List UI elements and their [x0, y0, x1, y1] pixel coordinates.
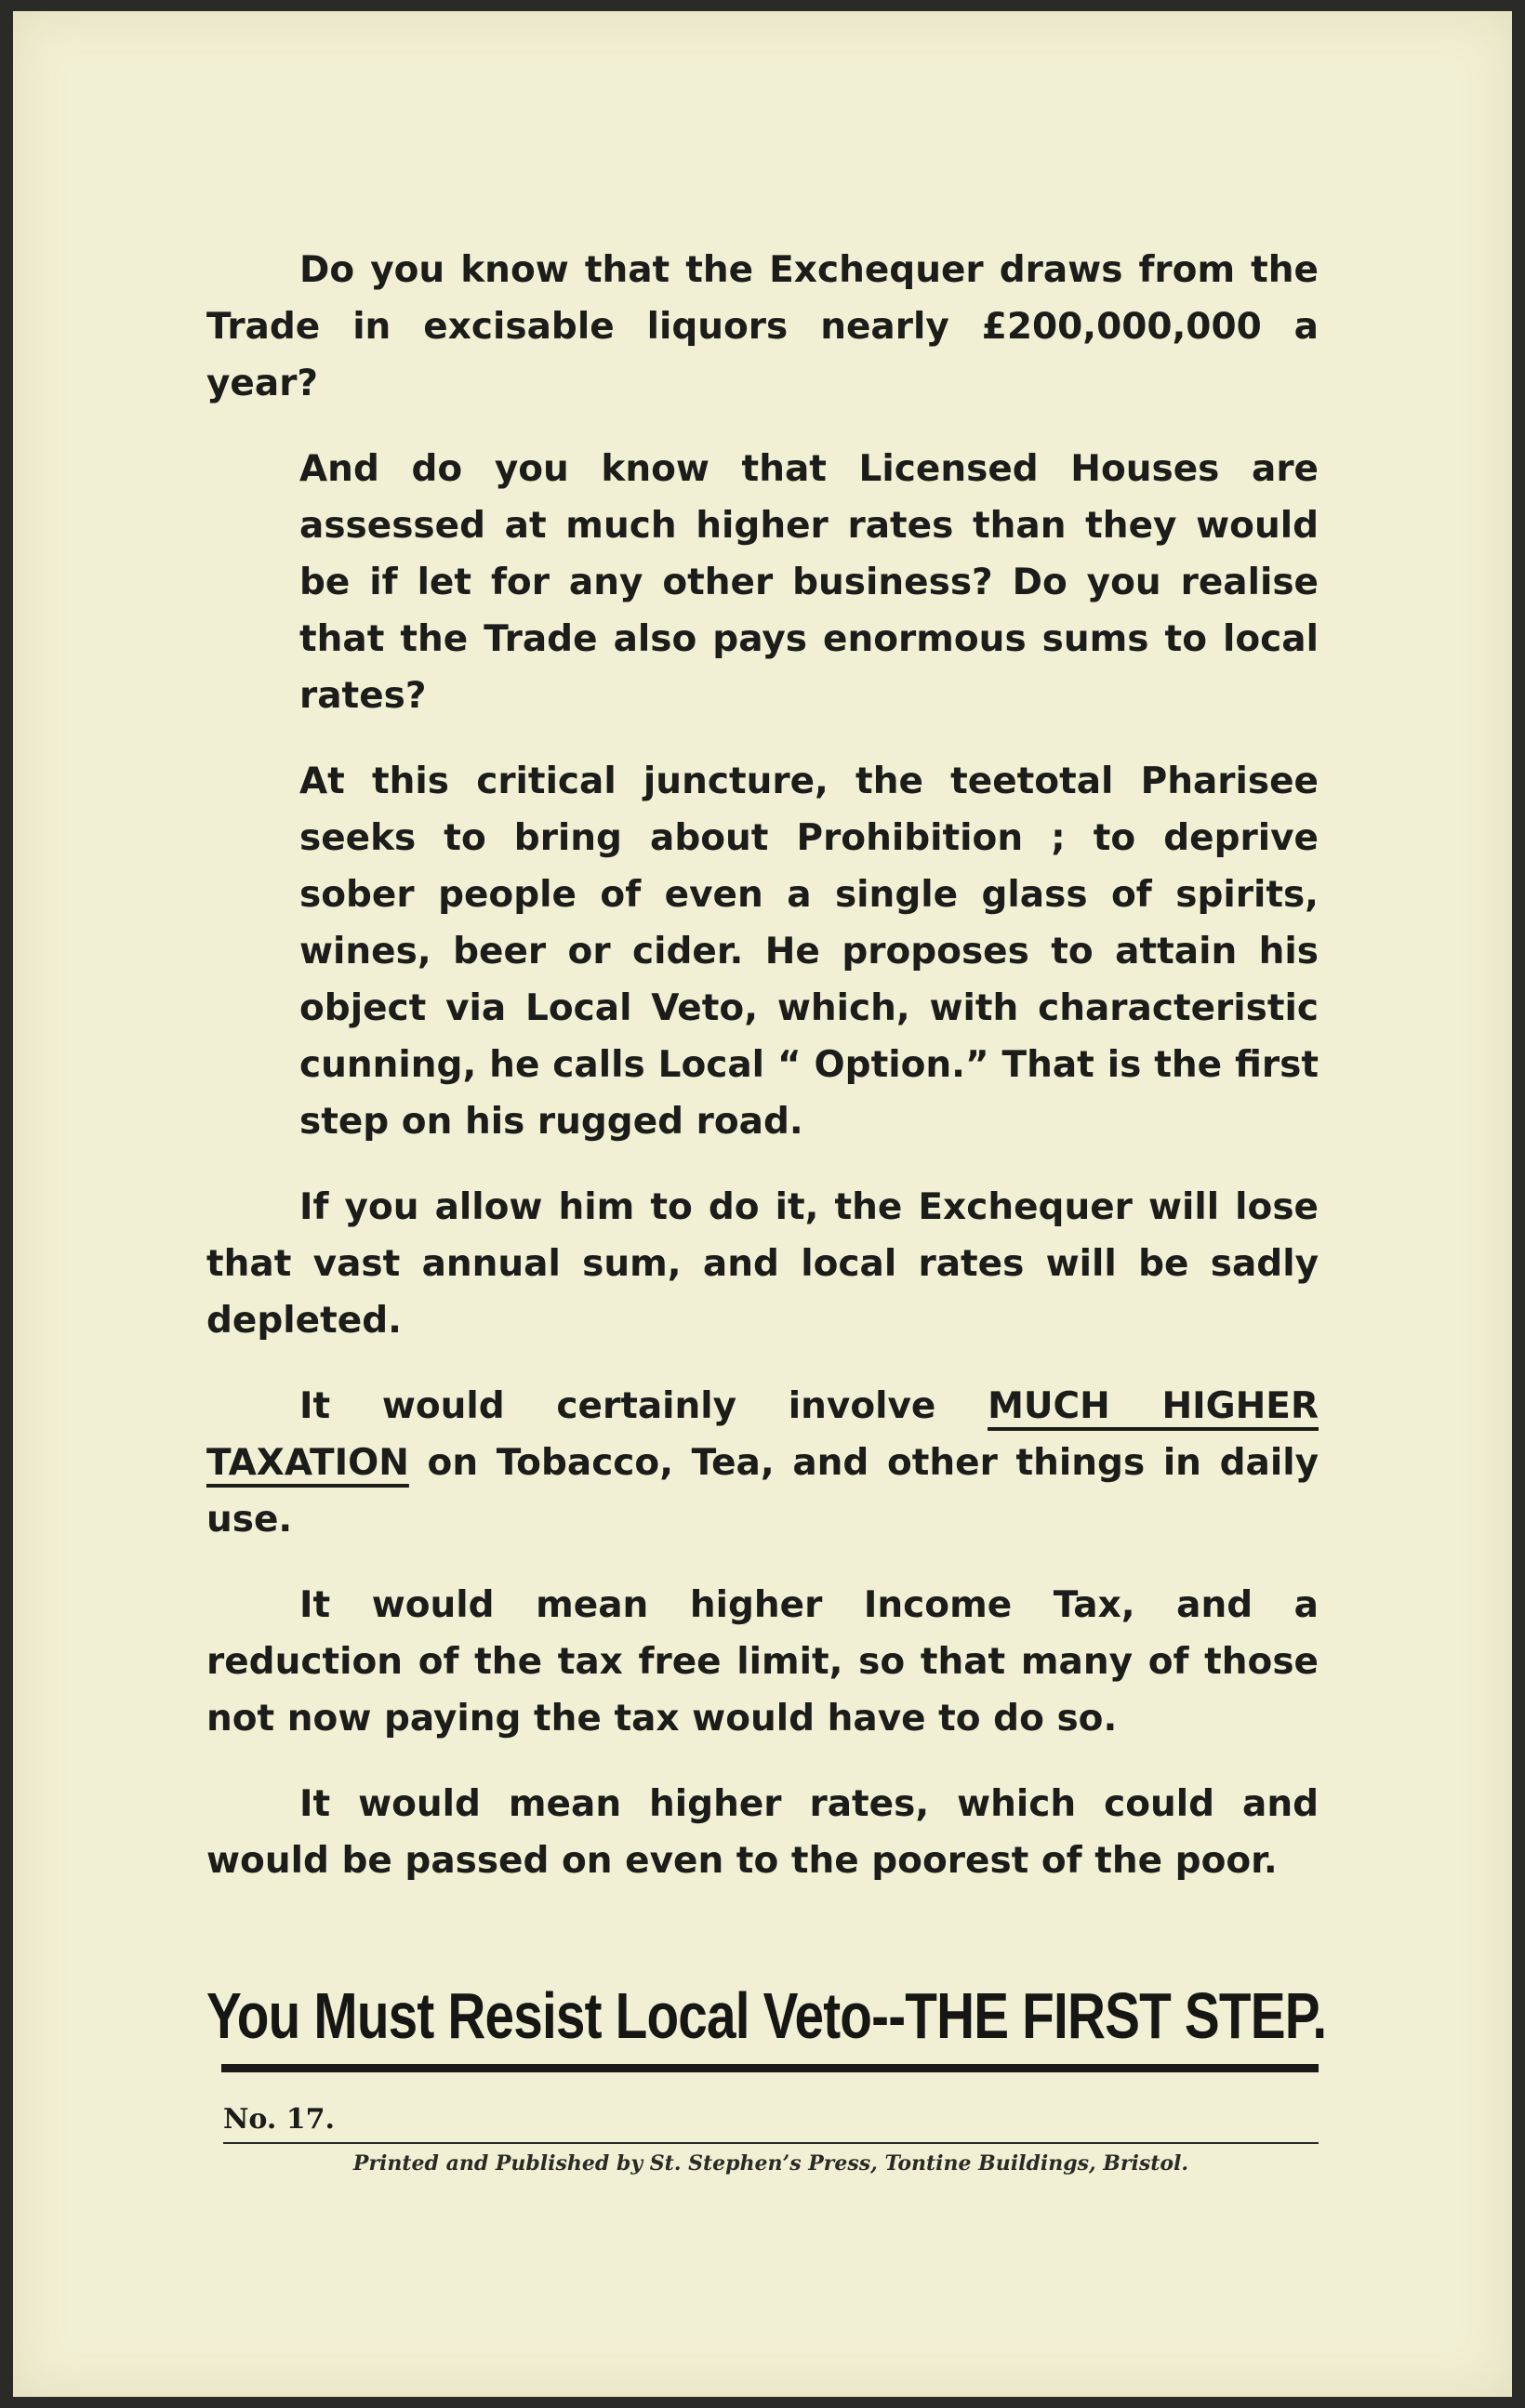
leaflet-number: No. 17.	[223, 2103, 335, 2136]
paragraph-higher-rates: It would mean higher rates, which could and would be passed on even to the poorest of the poor.	[206, 1783, 1319, 1882]
paragraph-teetotal-pharisee: At this critical juncture, the teetotal Pharisee seeks to bring about Prohibition ; to deprive sober people of even a single glass of spirits, wines, beer or cider. He proposes to attain his object via Local Veto, which, with characteristic cunning, he calls Local “ Option.” That is the first step on his rugged road.	[299, 761, 1319, 1143]
much-higher-taxation-emphasis: MUCH HIGHER TAXATION	[206, 1385, 1319, 1484]
leaflet-body	[206, 242, 1319, 1918]
printer-imprint: Printed and Published by St. Stephen’s Press, Tontine Buildings, Bristol.	[352, 2151, 1189, 2176]
footer-rule	[223, 2142, 1319, 2144]
paragraph-higher-taxation	[206, 1378, 1319, 1548]
paragraph-higher-taxation-after: on Tobacco, Tea, and other things in daily use.	[206, 1442, 1319, 1541]
slogan-heading: You Must Resist Local Veto--THE FIRST STEP.	[206, 1979, 1327, 2052]
paragraph-exchequer: Do you know that the Exchequer draws from the Trade in excisable liquors nearly £200,000,000 a year?	[206, 249, 1319, 404]
paragraph-licensed-houses: And do you know that Licensed Houses are assessed at much higher rates than they would be if let for any other business? Do you realise that the Trade also pays enormous sums to local rates?	[299, 448, 1319, 717]
paragraph-exchequer-loss: If you allow him to do it, the Exchequer will lose that vast annual sum, and local rates will be sadly depleted.	[206, 1186, 1319, 1342]
paragraph-higher-taxation-before: It would certainly involve	[299, 1385, 988, 1427]
slogan-underline-rule	[221, 2064, 1319, 2072]
paragraph-income-tax: It would mean higher Income Tax, and a reduction of the tax free limit, so that many of those not now paying the tax would have to do so.	[206, 1584, 1319, 1740]
